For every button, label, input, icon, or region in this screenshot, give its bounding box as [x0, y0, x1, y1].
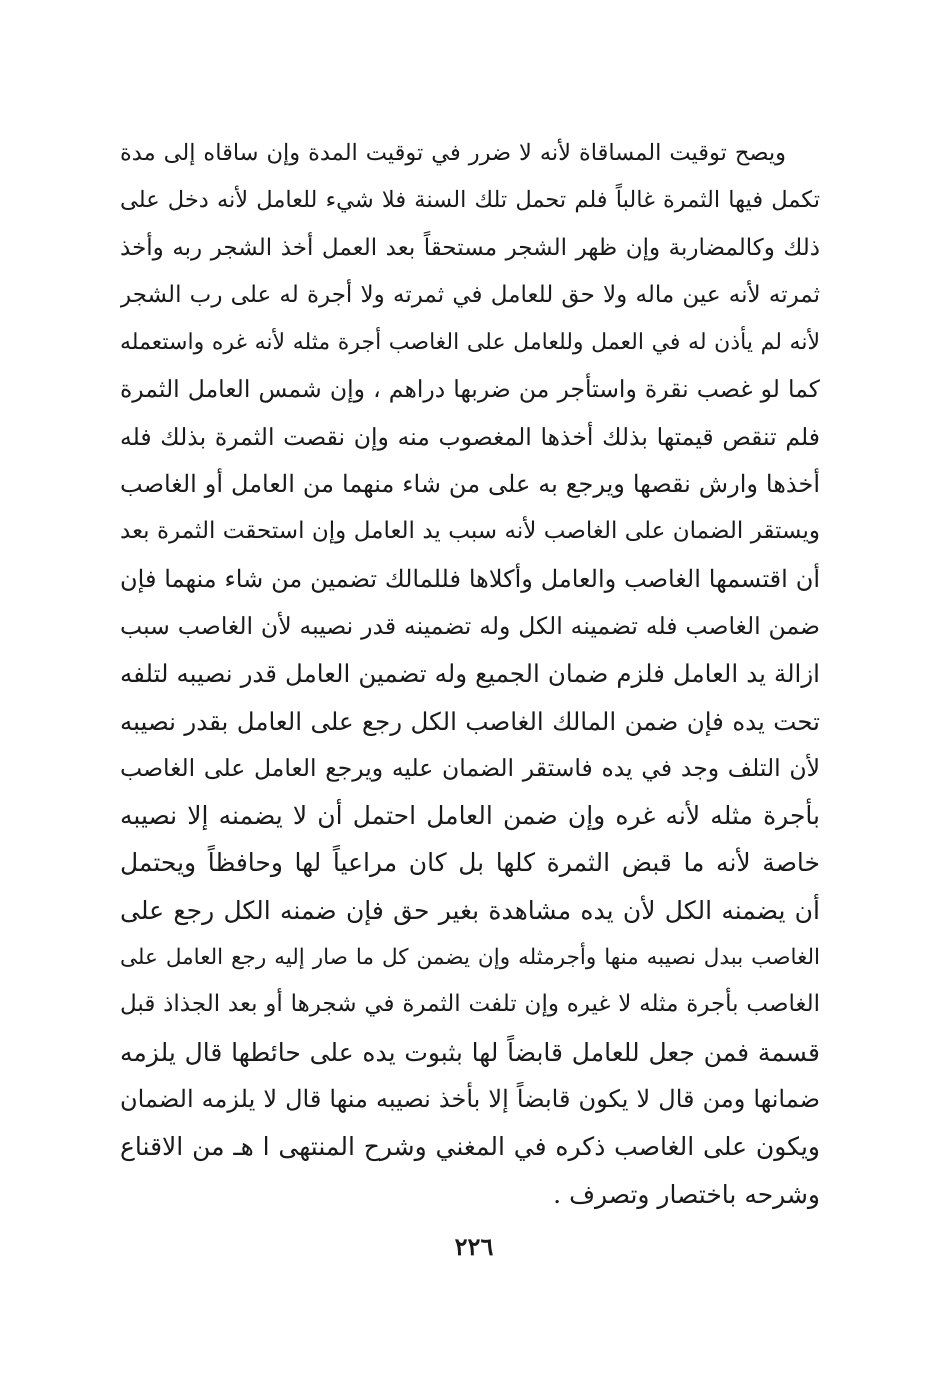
text-line: تحت يده فإن ضمن المالك الغاصب الكل رجع على العامل بقدر نصيبه: [120, 706, 820, 736]
text-line: أن اقتسمها الغاصب والعامل وأكلاها فللمالك تضمين من شاء منهما فإن: [120, 564, 820, 593]
text-line: أخذها وارش نقصها ويرجع به على من شاء منهما من العامل أو الغاصب: [120, 470, 820, 499]
text-line: ويكون على الغاصب ذكره في المغني وشرح المنتهى ا هـ من الاقناع: [120, 1132, 820, 1162]
text-line: قسمة فمن جعل للعامل قابضاً لها بثبوت يده على حائطها قال يلزمه: [120, 1037, 820, 1067]
text-line: ويستقر الضمان على الغاصب لأنه سبب يد العامل وإن استحقت الثمرة بعد: [120, 518, 820, 545]
page-number: ٢٢٦: [454, 1232, 494, 1261]
text-line: لأنه لم يأذن له في العمل وللعامل على الغاصب أجرة مثله لأنه غره واستعمله: [120, 330, 820, 356]
text-line: فلم تنقص قيمتها بذلك أخذها المغصوب منه وإن نقصت الثمرة بذلك فله: [120, 422, 820, 451]
text-line: ويصح توقيت المساقاة لأنه لا ضرر في توقيت المدة وإن ساقاه إلى مدة: [120, 140, 786, 166]
text-line: ضمانها ومن قال لا يكون قابضاً إلا بأخذ نصيبه منها قال لا يلزمه الضمان: [120, 1084, 820, 1113]
text-line: ضمن الغاصب فله تضمينه الكل وله تضمينه قدر نصيبه لأن الغاصب سبب: [120, 611, 820, 640]
text-line: الغاصب بأجرة مثله لا غيره وإن تلفت الثمرة في شجرها أو بعد الجذاذ قبل: [120, 991, 820, 1018]
text-line: أن يضمنه الكل لأن يده مشاهدة بغير حق فإن ضمنه الكل رجع على: [120, 895, 820, 925]
body-text: [120, 130, 820, 1218]
text-line: خاصة لأنه ما قبض الثمرة كلها بل كان مراعياً لها وحافظاً ويحتمل: [120, 848, 820, 878]
text-line: وشرحه باختصار وتصرف .: [553, 1179, 820, 1209]
text-line: ذلك وكالمضاربة وإن ظهر الشجر مستحقاً بعد العمل أخذ الشجر ربه وأخذ: [120, 234, 820, 261]
text-line: لأن التلف وجد في يده فاستقر الضمان عليه ويرجع العامل على الغاصب: [120, 753, 820, 782]
text-line: كما لو غصب نقرة واستأجر من ضربها دراهم ، وإن شمس العامل الثمرة: [120, 375, 820, 404]
text-line: الغاصب ببدل نصيبه منها وأجرمثله وإن يضمن كل ما صار إليه رجع العامل على: [120, 945, 820, 971]
text-line: بأجرة مثله لأنه غره وإن ضمن العامل احتمل أن لا يضمنه إلا نصيبه: [120, 801, 820, 831]
text-line: ثمرته لأنه عين ماله ولا حق للعامل في ثمرته ولا أجرة له على رب الشجر: [120, 281, 820, 308]
text-line: تكمل فيها الثمرة غالباً فلم تحمل تلك السنة فلا شيء للعامل لأنه دخل على: [120, 187, 820, 214]
text-line: ازالة يد العامل فلزم ضمان الجميع وله تضمين العامل قدر نصيبه لتلفه: [120, 659, 820, 689]
